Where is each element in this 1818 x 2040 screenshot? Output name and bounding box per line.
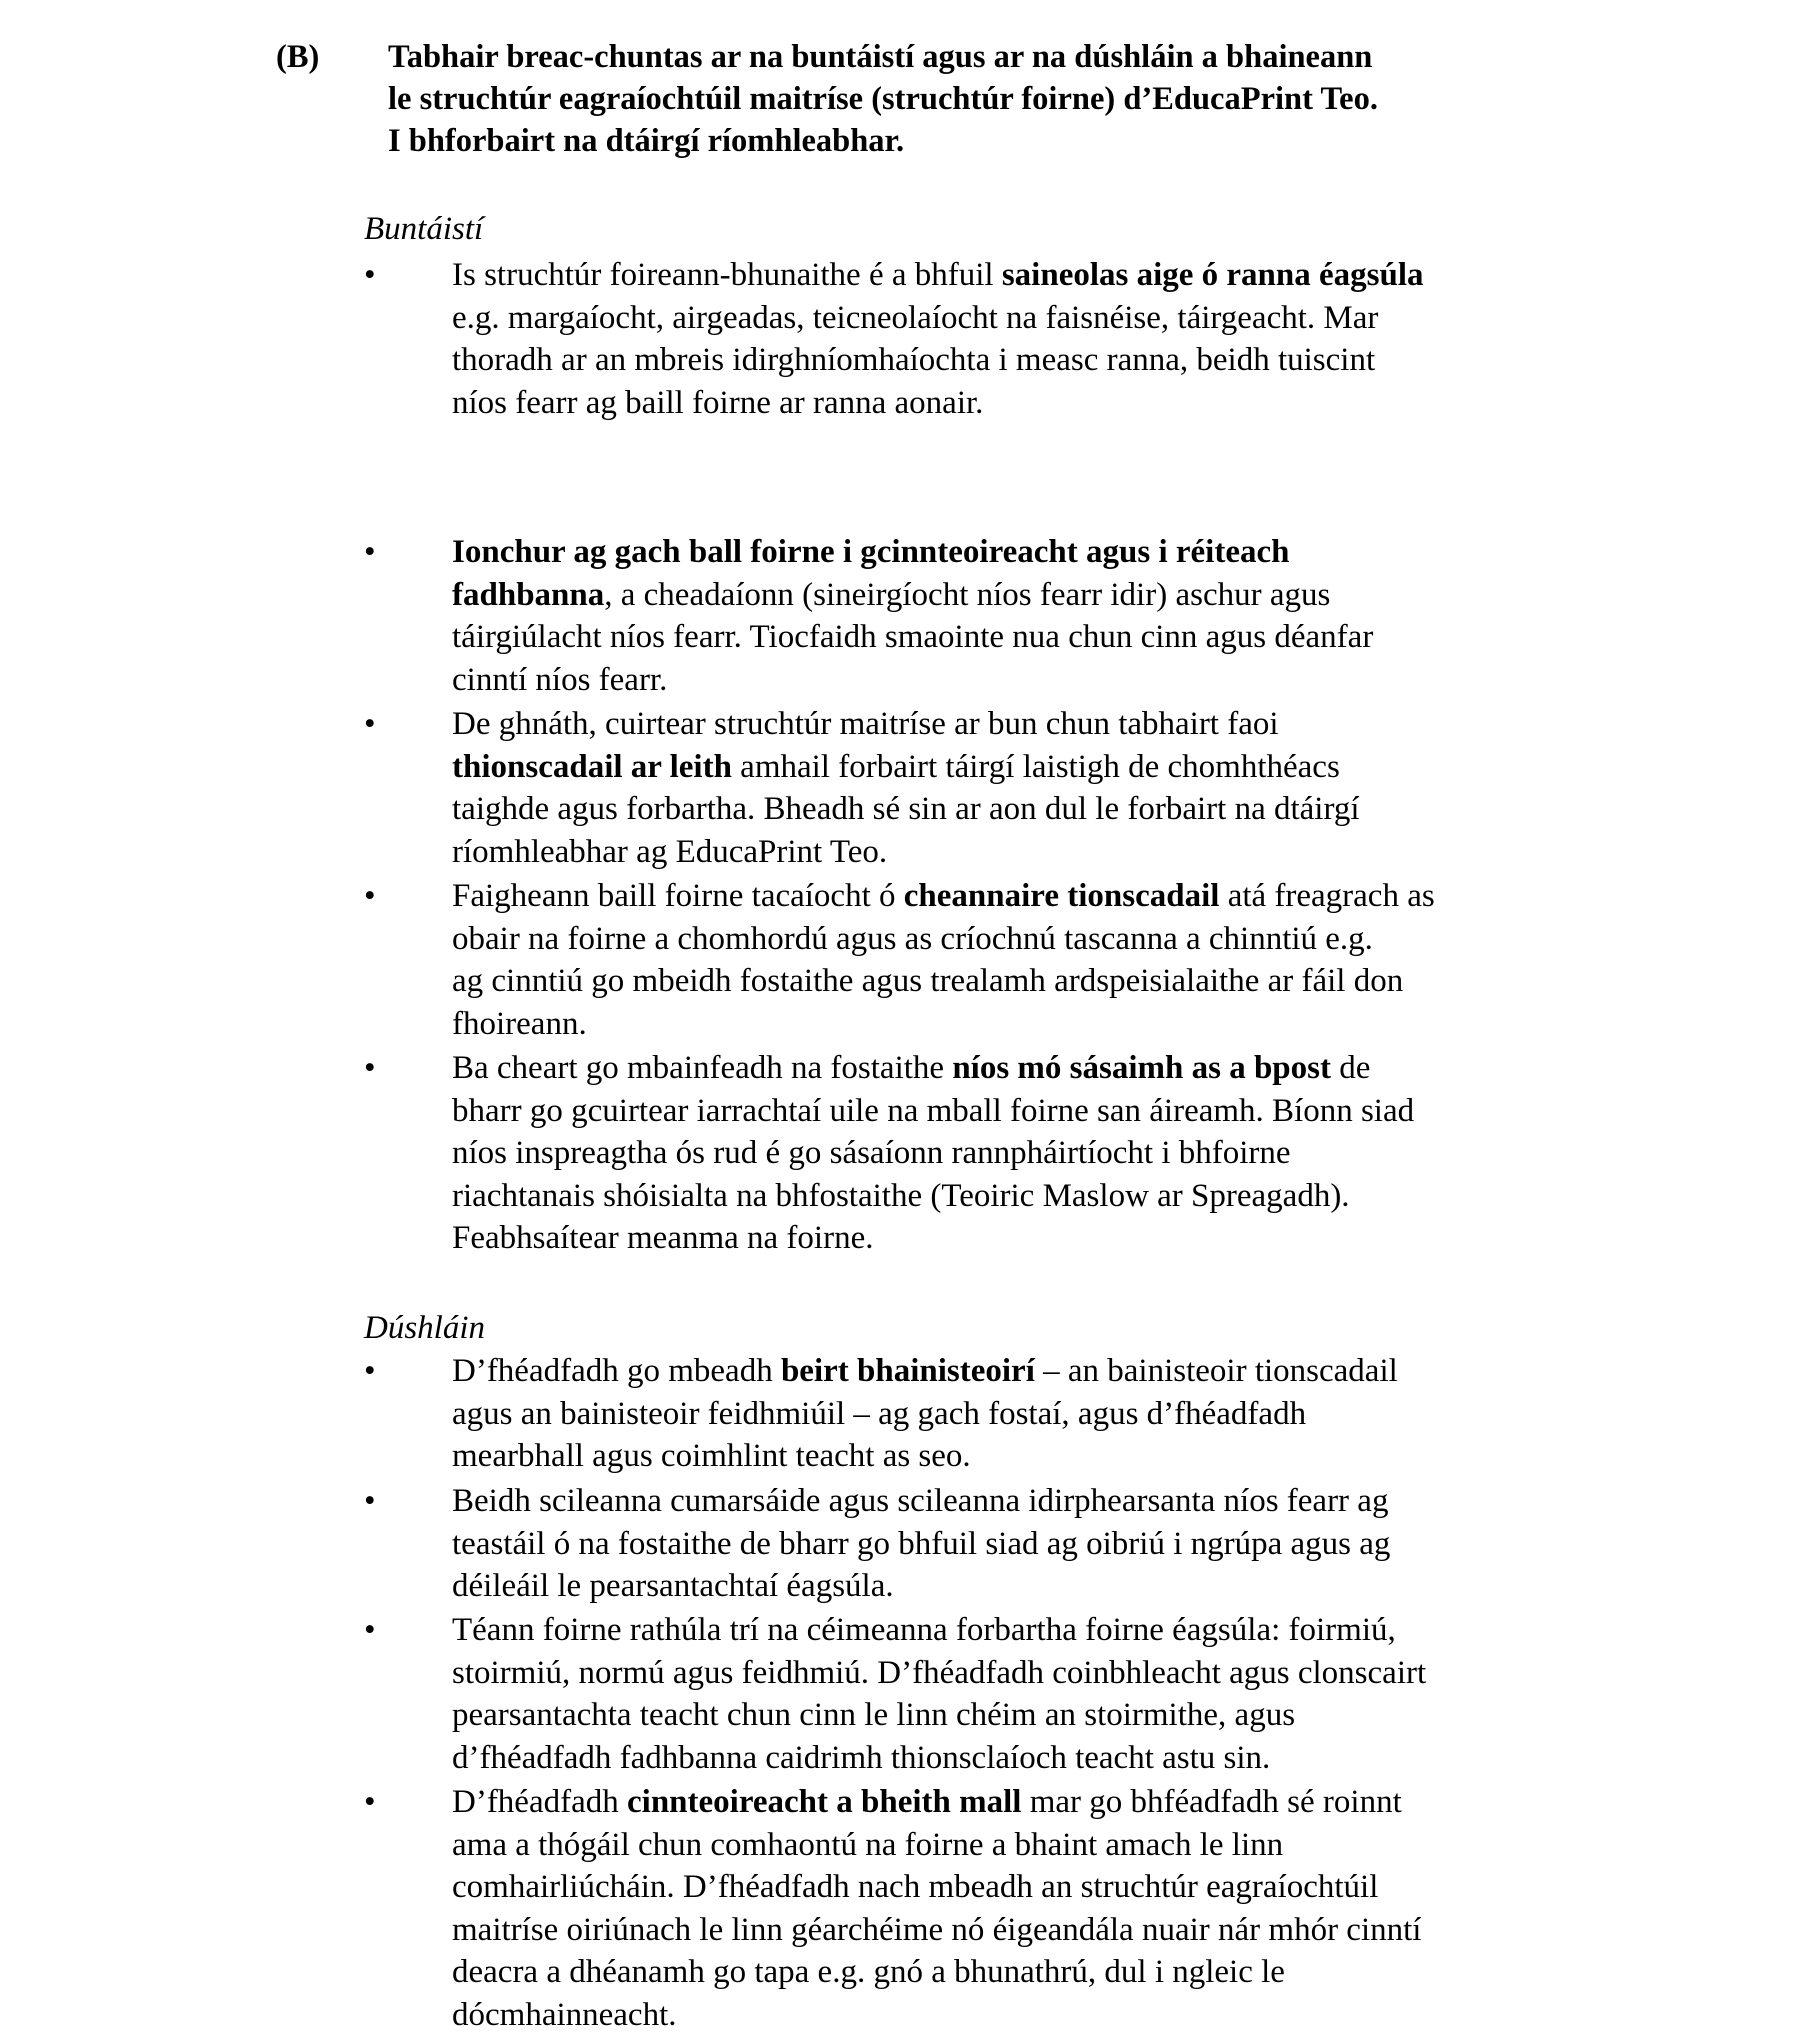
advantages-heading: Buntáistí (364, 211, 484, 247)
text-line: níos inspreagtha ós rud é go sásaíonn rannpháirtíocht i bhfoirne (452, 1135, 1291, 1171)
bold-run: níos mó sásaimh as a bpost (952, 1050, 1331, 1086)
bullet-icon: • (364, 257, 376, 293)
text-line: bharr go gcuirtear iarrachtaí uile na mball foirne san áireamh. Bíonn siad (452, 1092, 1415, 1129)
question-line: Tabhair breac-chuntas ar na buntáistí agus ar na dúshláin a bhaineann (388, 39, 1373, 75)
text-line: déileáil le pearsantachtaí éagsúla. (452, 1568, 894, 1604)
text-line: mearbhall agus coimhlint teacht as seo. (452, 1438, 971, 1474)
text-line: taighde agus forbartha. Bheadh sé sin ar aon dul le forbairt na dtáirgí (452, 791, 1360, 827)
text-run: D’fhéadfadh go mbeadh (452, 1353, 781, 1389)
text-line: comhairliúcháin. D’fhéadfadh nach mbeadh an struchtúr eagraíochtúil (452, 1869, 1379, 1905)
bold-run: thionscadail ar leith (452, 748, 732, 785)
text-run: – an bainisteoir tionscadail (1034, 1353, 1398, 1389)
text-line: ag cinntiú go mbeidh fostaithe agus trealamh ardspeisialaithe ar fáil don (452, 963, 1404, 999)
question-text (388, 36, 1568, 162)
text-line: riachtanais shóisialta na bhfostaithe (Teoiric Maslow ar Spreagadh). (452, 1177, 1350, 1214)
text-line: táirgiúlacht níos fearr. Tiocfaidh smaointe nua chun cinn agus déanfar (452, 619, 1374, 655)
text-line: maitríse oiriúnach le linn géarchéime nó éigeandála nuair nár mhór cinntí (452, 1911, 1422, 1948)
text-line: stoirmiú, normú agus feidhmiú. D’fhéadfadh coinbhleacht agus clonscairt (452, 1654, 1427, 1691)
challenges-heading: Dúshláin (364, 1310, 486, 1346)
text-line: d’fhéadfadh fadhbanna caidrimh thionsclaíoch teacht astu sin. (452, 1739, 1271, 1776)
text-run: mar go bhféadfadh sé roinnt (1021, 1784, 1402, 1820)
text-line: teastáil ó na fostaithe de bharr go bhfuil siad ag oibriú i ngrúpa agus ag (452, 1525, 1391, 1562)
text-run: , a cheadaíonn (sineirgíocht níos fearr idir) aschur agus (604, 576, 1331, 613)
text-run: Faigheann baill foirne tacaíocht ó (452, 878, 904, 914)
text-run: D’fhéadfadh (452, 1784, 627, 1820)
bullet-icon: • (364, 706, 376, 742)
text-line: níos fearr ag baill foirne ar ranna aonair. (452, 384, 984, 421)
text-line: cinntí níos fearr. (452, 661, 668, 698)
text-line: De ghnáth, cuirtear struchtúr maitríse ar bun chun tabhairt faoi (452, 706, 1279, 742)
question-line: le struchtúr eagraíochtúil maitríse (struchtúr foirne) d’EducaPrint Teo. (388, 81, 1378, 117)
text-line: agus an bainisteoir feidhmiúil – ag gach fostaí, agus d’fhéadfadh (452, 1395, 1307, 1432)
bold-run: Ionchur ag gach ball foirne i gcinnteoireacht agus i réiteach (452, 534, 1290, 570)
text-line: fhoireann. (452, 1005, 587, 1042)
question-line: I bhforbairt na dtáirgí ríomhleabhar. (388, 123, 905, 159)
text-line: Téann foirne rathúla trí na céimeanna forbartha foirne éagsúla: foirmiú, (452, 1612, 1396, 1648)
text-line: ríomhleabhar ag EducaPrint Teo. (452, 833, 888, 870)
text-run: Is struchtúr foireann-bhunaithe é a bhfuil (452, 257, 1002, 293)
bullet-icon: • (364, 1050, 376, 1086)
text-run: Ba cheart go mbainfeadh na fostaithe (452, 1050, 953, 1086)
text-line: thoradh ar an mbreis idirghníomhaíochta i measc ranna, beidh tuiscint (452, 342, 1376, 378)
bullet-icon: • (364, 878, 376, 914)
bold-run: cinnteoireacht a bheith mall (627, 1784, 1022, 1820)
text-run: amhail forbairt táirgí laistigh de chomhthéacs (731, 748, 1340, 785)
text-line: Beidh scileanna cumarsáide agus scileanna idirphearsanta níos fearr ag (452, 1483, 1389, 1519)
text-line: pearsantachta teacht chun cinn le linn chéim an stoirmithe, agus (452, 1697, 1296, 1733)
bullet-icon: • (364, 1483, 376, 1519)
question-label: (B) (276, 39, 320, 75)
bold-run: fadhbanna (452, 576, 605, 613)
bullet-icon: • (364, 1612, 376, 1648)
text-line: Feabhsaítear meanma na foirne. (452, 1220, 874, 1256)
bold-run: saineolas aige ó ranna éagsúla (1001, 257, 1424, 293)
bold-run: beirt bhainisteoirí (780, 1353, 1035, 1389)
text-line: ama a thógáil chun comhaontú na foirne a bhaint amach le linn (452, 1826, 1284, 1863)
text-run: de (1331, 1050, 1371, 1086)
text-line: obair na foirne a chomhordú agus as críochnú tascanna a chinntiú e.g. (452, 920, 1373, 957)
text-run: atá freagrach as (1219, 878, 1435, 914)
bullet-icon: • (364, 1784, 376, 1820)
bold-run: cheannaire tionscadail (903, 878, 1220, 914)
bullet-icon: • (364, 534, 376, 570)
text-line: e.g. margaíocht, airgeadas, teicneolaíocht na faisnéise, táirgeacht. Mar (452, 299, 1379, 336)
bullet-icon: • (364, 1353, 376, 1389)
text-line: deacra a dhéanamh go tapa e.g. gnó a bhunathrú, dul i ngleic le (452, 1954, 1285, 1990)
text-line: dócmhainneacht. (452, 1996, 677, 2033)
